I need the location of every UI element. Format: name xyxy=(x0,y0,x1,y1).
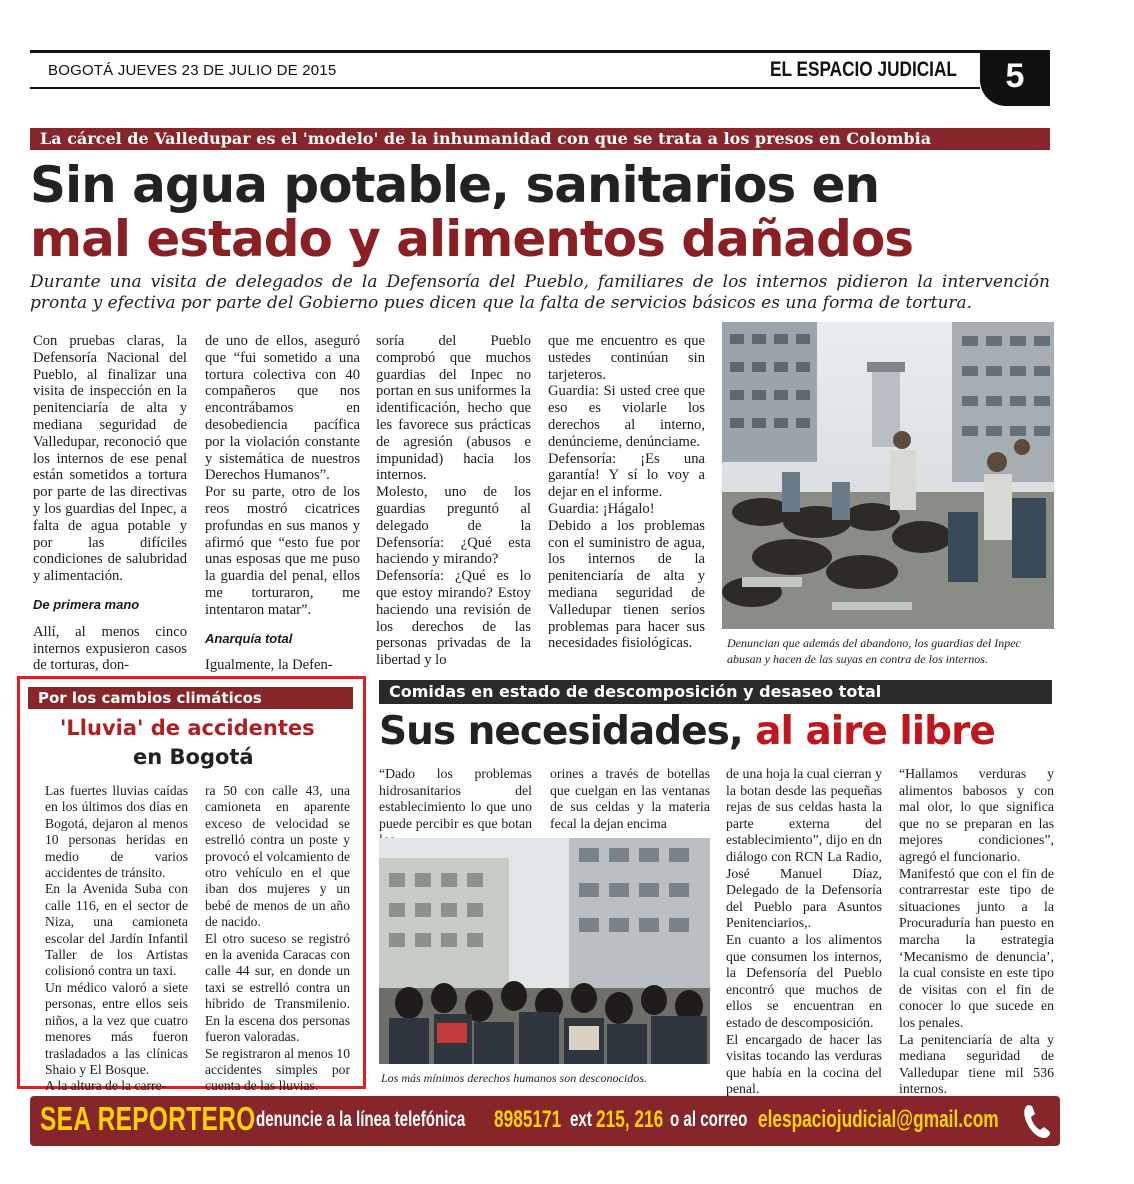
story1-col4-paragraph: que me encuentro es que ustedes continúan sin tarjeteros. xyxy=(548,333,705,383)
page-number: 5 xyxy=(980,50,1050,106)
reporter-text-phone-intro: denuncie a la línea telefónica xyxy=(256,1108,466,1131)
story1-col4-paragraph: Guardia: ¡Hágalo! xyxy=(548,500,655,517)
reporter-text-email-intro: o al correo xyxy=(670,1108,748,1131)
story1-deck: Durante una visita de delegados de la Defensoría del Pueblo, familiares de los internos pidieron la intervención pronta y efectiva por parte del Gobierno pues dicen que la falta de servicios básicos es una forma de tortura. xyxy=(30,272,1050,313)
story2-column-4 xyxy=(899,766,1054,1098)
sidebar-col1-paragraph: Un médico valoró a siete personas, entre ellos seis niños, a la vez que cuatro menores más fueron trasladados a las clínicas Shaio y El Bosque. xyxy=(45,979,188,1077)
story2-col4-paragraph: “Hallamos verduras y alimentos babosos y con mal olor, lo que significa que no se preparan en las mejores condiciones”, agregó el funcionario. xyxy=(899,766,1054,864)
header-rule xyxy=(30,87,980,89)
story1-photo-inmates xyxy=(722,322,1054,629)
story2-col2-paragraph: orines a través de botellas que cuelgan en las ventanas de sus celdas y la materia fecal la dejan encima xyxy=(550,766,710,831)
sidebar-column-2 xyxy=(205,783,350,1095)
sidebar-headline-part2: en Bogotá xyxy=(133,745,254,769)
story1-col1-paragraph: Allí, al menos cinco internos expusieron casos de torturas, don- xyxy=(33,623,187,674)
story2-kicker: Comidas en estado de descomposición y desaseo total xyxy=(379,680,1052,704)
story1-col4-paragraph: Defensoría: ¡Es una garantía! Y sí lo voy a dejar en el informe. xyxy=(548,450,705,501)
story1-headline-line1: Sin agua potable, sanitarios en xyxy=(30,156,880,214)
story2-col3-paragraph: En cuanto a los alimentos que consumen los internos, la Defensoría del Pueblo encontró que muchos de ellos se encuentran en estado de descomposición. xyxy=(726,931,882,1030)
story1-col3-paragraph: Molesto, uno de los guardias preguntó al delegado de la Defensoría: ¿Qué esta haciendo y mirando? xyxy=(376,484,531,568)
story2-column-2 xyxy=(550,766,710,832)
top-rule xyxy=(30,50,1050,53)
story1-subhead-anarquia-total: Anarquía total xyxy=(205,630,293,646)
story1-kicker: La cárcel de Valledupar es el 'modelo' de la inhumanidad con que se trata a los presos en Colombia xyxy=(30,128,1050,150)
story2-column-1 xyxy=(379,766,532,849)
sidebar-col1-paragraph: Las fuertes lluvias caídas en los últimos dos días en Bogotá, dejaron al menos 10 personas heridas en medio de varios accidentes de tránsito. xyxy=(45,783,188,881)
story1-col2-paragraph: Igualmente, la Defen- xyxy=(205,657,333,674)
sidebar-headline-part1: 'Lluvia' de accidentes xyxy=(60,716,315,740)
story1-col2-paragraph: Por su parte, otro de los reos mostró cicatrices profundas en sus manos y afirmó que “esto fue por unas esposas que me puso la guardia del penal, ellos me torturaron, me intentaron matar”. xyxy=(205,484,360,618)
story2-col3-paragraph: de una hoja la cual cierran y la botan desde las pequeñas rejas de sus celdas hasta la parte externa del establecimiento”, dijo en dn diálogo con RCN La Radio, José Manuel Díaz, Delegado de la Defensoría del Pueblo para Asuntos Penitenciarios,. xyxy=(726,766,882,931)
sidebar-kicker: Por los cambios climáticos xyxy=(28,687,353,709)
story1-col4-paragraph: Guardia: Si usted cree que eso es violarle los derechos al interno, denúncieme, denúnciame. xyxy=(548,383,705,450)
sidebar-col1-paragraph: En la Avenida Suba con calle 116, en el sector de Niza, una camioneta escolar del Jardín Infantil Taller de los Artistas colisionó contra un taxi. xyxy=(45,881,188,979)
story2-col3-paragraph: El encargado de hacer las visitas tocando las verduras que había en la cocina del penal. xyxy=(726,1031,882,1097)
story2-col4-paragraph: Manifestó que con el fin de contrarrestar este tipo de situaciones junto a la Procuraduría han puesto en marcha la estrategia ‘Mecanismo de denuncia’, la cual consiste en este tipo de visitas con el fin de conocer lo que sucede en los penales. xyxy=(899,865,1054,1030)
story1-col1-paragraph: Con pruebas claras, la Defensoría Nacional del Pueblo, al finalizar una visita de inspección en la penitenciaría de alta y mediana seguridad de Valledupar, reconoció que los internos de ese penal están sometidos a tortura por parte de las directivas y los guardias del Inpec, a falta de agua potable y por las difíciles condiciones de salubridad y alimentación. xyxy=(33,333,187,585)
story1-subhead-primera-mano: De primera mano xyxy=(33,596,140,612)
sidebar-col2-paragraph: El otro suceso se registró en la avenida Caracas con calle 44 sur, en donde un taxi se estrelló contra un híbrido de Transmilenio. En la escena dos personas fueron valoradas. xyxy=(205,930,350,1045)
reporter-phone-number: 8985171 xyxy=(494,1106,562,1133)
sidebar-col1-paragraph: A la altura de la carre- xyxy=(45,1078,167,1094)
newspaper-name: EL ESPACIO JUDICIAL xyxy=(770,58,957,81)
story1-col3-paragraph: Defensoría: ¿Qué es lo que estoy mirando? Estoy haciendo una revisión de los derechos de las personas privadas de la libertad y lo xyxy=(376,568,531,669)
story1-col4-paragraph: Debido a los problemas con el suministro de agua, los internos de la penitenciaría de alta y mediana seguridad de Valledupar tienen serios problemas para hacer sus necesidades fisiológicas. xyxy=(548,517,705,652)
story2-headline-part2: al aire libre xyxy=(755,709,995,754)
story1-column-3 xyxy=(376,333,531,669)
story1-column-4 xyxy=(548,333,705,652)
sidebar-col2-paragraph: ra 50 con calle 43, una camioneta en aparente exceso de velocidad se estrelló contra un poste y provocó el volcamiento de otro vehículo en el que iban dos mujeres y un bebé de menos de un año de nacido. xyxy=(205,783,350,930)
story2-col1-paragraph: “Dado los problemas hidrosanitarios del establecimiento lo que uno puede percibir es que botan xyxy=(379,766,532,831)
reporter-extensions: 215, 216 xyxy=(596,1106,664,1133)
story1-column-2 xyxy=(205,333,360,674)
story1-column-1 xyxy=(33,333,187,674)
story1-photo-caption: Denuncian que además del abandono, los guardias del Inpec abusan y hacen de las suyas en contra de los internos. xyxy=(727,636,1021,666)
phone-icon xyxy=(1020,1101,1054,1141)
sidebar-column-1 xyxy=(45,783,188,1095)
story2-col4-paragraph: La penitenciaría de alta y mediana seguridad de Valledupar tiene mil 536 internos. xyxy=(899,1031,1054,1097)
story1-col2-paragraph: de uno de ellos, aseguró que “fui sometido a una tortura colectiva con 40 compañeros que nos encontrábamos en desobediencia pacífica por la violación constante y sistemática de nuestros Derechos Humanos”. xyxy=(205,333,360,484)
reporter-ext-label: ext xyxy=(570,1108,592,1131)
reporter-bar xyxy=(30,1096,1060,1146)
dateline: BOGOTÁ JUEVES 23 DE JULIO DE 2015 xyxy=(48,62,337,79)
story1-col3-paragraph: soría del Pueblo comprobó que muchos guardias del Inpec no portan en sus uniformes la identificación, hecho que les favorece sus prácticas de agresión (abusos e impunidad) hacia los internos. xyxy=(376,333,531,484)
reporter-title: SEA REPORTERO xyxy=(40,1100,256,1137)
story2-headline-part1: Sus necesidades, xyxy=(379,709,743,754)
sidebar-col2-paragraph: Se registraron al menos 10 accidentes simples por cuenta de las lluvias. xyxy=(205,1045,350,1094)
story1-headline-line2: mal estado y alimentos dañados xyxy=(30,210,914,268)
story2-headline xyxy=(379,709,995,754)
story2-photo-crowd xyxy=(379,838,710,1064)
reporter-email: elespaciojudicial@gmail.com xyxy=(758,1106,999,1133)
story2-column-3 xyxy=(726,766,882,1098)
story2-photo-caption: Los más mínimos derechos humanos son desconocidos. xyxy=(381,1071,647,1085)
